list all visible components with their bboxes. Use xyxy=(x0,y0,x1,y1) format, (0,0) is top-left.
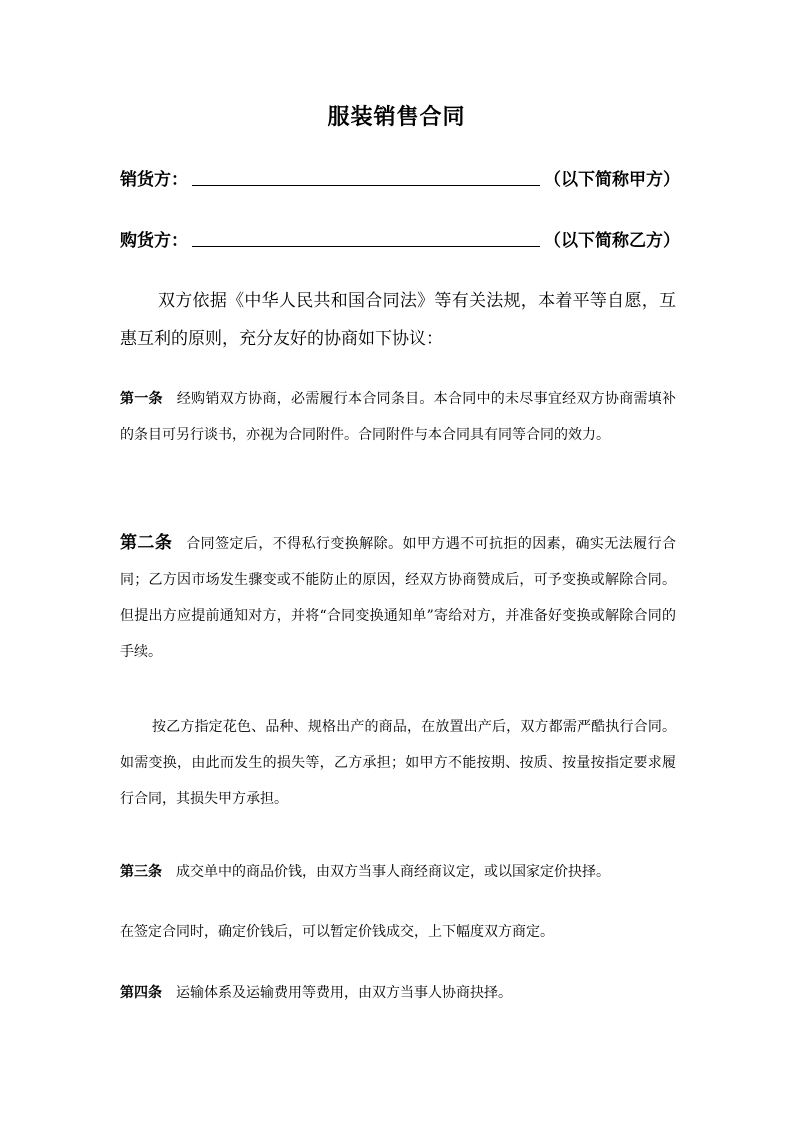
buyer-line xyxy=(120,221,680,251)
clause-2 xyxy=(120,525,676,670)
clause-2-heading: 第二条 xyxy=(120,533,173,553)
clause-3-paragraph: 在签定合同时，确定价钱后，可以暂定价钱成交，上下幅度双方商定。 xyxy=(120,924,554,940)
document-title: 服装销售合同 xyxy=(327,104,466,130)
buyer-blank[interactable] xyxy=(192,224,540,247)
clause-2-paragraph: 按乙方指定花色、品种、规格出产的商品，在放置出产后，双方都需严酷执行合同。如需变换，由此而发生的损失等，乙方承担；如甲方不能按期、按质、按量按指定要求履行合同，其损失甲方承担。 xyxy=(120,719,676,807)
buyer-suffix: （以下简称乙方） xyxy=(544,231,680,251)
seller-line xyxy=(120,160,680,190)
buyer-label: 购货方： xyxy=(120,231,188,251)
clause-2-text: 合同签定后，不得私行变换解除。如甲方遇不可抗拒的因素，确实无法履行合同；乙方因市场发生骤变或不能防止的原因，经双方协商赞成后，可予变换或解除合同。但提出方应提前通知对方，并将“合同变换通知单”寄给对方，并准备好变换或解除合同的手续。 xyxy=(120,536,676,660)
seller-label: 销货方： xyxy=(120,170,188,190)
clause-3 xyxy=(120,854,676,890)
clause-1-text: 经购销双方协商，必需履行本合同条目。本合同中的未尽事宜经双方协商需填补的条目可另行谈书，亦视为合同附件。合同附件与本合同具有同等合同的效力。 xyxy=(120,391,676,443)
clause-1 xyxy=(120,381,676,453)
seller-suffix: （以下简称甲方） xyxy=(544,170,680,190)
clause-1-heading: 第一条 xyxy=(120,391,163,407)
seller-blank[interactable] xyxy=(192,163,540,186)
clause-4 xyxy=(120,975,676,1011)
clause-3-heading: 第三条 xyxy=(120,864,162,880)
clause-4-heading: 第四条 xyxy=(120,985,162,1001)
clause-4-text: 运输体系及运输费用等费用，由双方当事人协商抉择。 xyxy=(176,985,512,1001)
intro-paragraph: 双方依据《中华人民共和国合同法》等有关法规，本着平等自愿，互惠互利的原则，充分友好的协商如下协议： xyxy=(120,291,676,349)
clause-3-text: 成交单中的商品价钱，由双方当事人商经商议定，或以国家定价抉择。 xyxy=(176,864,610,880)
